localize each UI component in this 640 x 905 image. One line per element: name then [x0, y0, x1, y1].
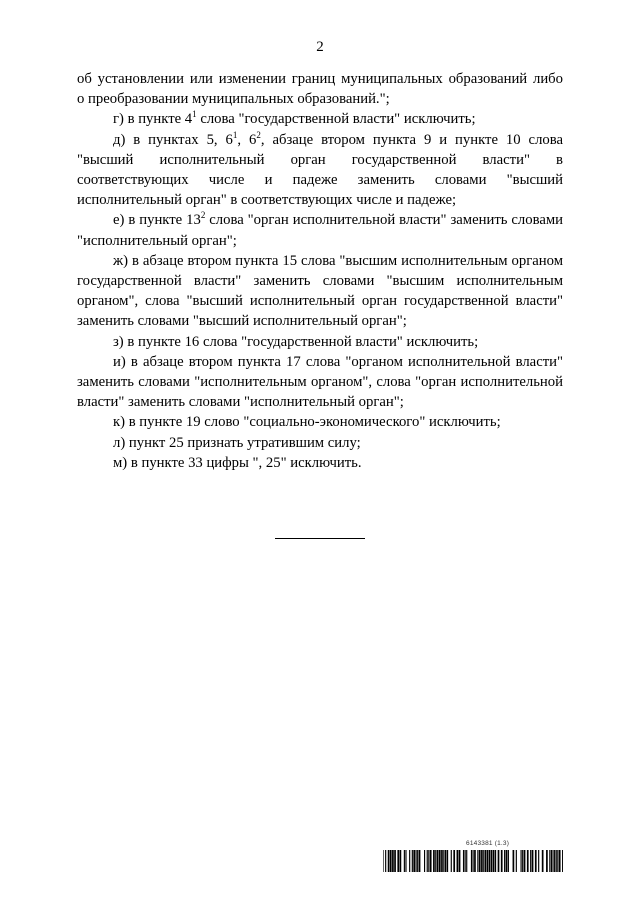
paragraph-g	[77, 109, 563, 129]
paragraph-z	[77, 332, 563, 352]
paragraph-text: л) пункт 25 признать утратившим силу;	[113, 434, 361, 451]
paragraph-zh	[77, 251, 563, 332]
superscript: 2	[200, 210, 206, 221]
document-code: 6143381 (1.3)	[466, 840, 510, 847]
paragraph-text: е) в пункте 13	[113, 212, 201, 229]
paragraph-text: г) в пункте 4	[113, 111, 193, 128]
paragraph-e	[77, 210, 563, 250]
paragraph-d	[77, 130, 563, 211]
page-number: 2	[316, 39, 324, 55]
document-body	[77, 69, 563, 473]
paragraph-p0	[77, 69, 563, 89]
superscript: 2	[256, 129, 261, 140]
paragraph-m	[77, 453, 563, 473]
paragraph-k	[77, 412, 563, 432]
paragraph-text: з) в пункте 16 слова "государственной власти" исключить;	[113, 333, 479, 350]
barcode-image	[383, 850, 563, 872]
paragraph-text: и) в абзаце втором пункта 17 слова "органом исполнительной власти" заменить словами "исполнительным органом", слова "орган исполнительной власти" заменить словами "исполнительный орган";	[77, 353, 563, 411]
paragraph-text: слова "государственной власти" исключить;	[196, 111, 476, 128]
superscript: 1	[192, 109, 197, 120]
end-divider	[275, 538, 365, 539]
paragraph-text: , абзаце втором пункта 9 и пункте 10 слова "высший исполнительный орган государственной власти" в соответствующих числе и падеже заменить словами "высший исполнительный орган" в соответствующих числе и падеже;	[77, 131, 564, 209]
paragraph-i	[77, 352, 563, 413]
paragraph-text: к) в пункте 19 слово "социально-экономического" исключить;	[113, 414, 501, 431]
paragraph-text: , 6	[237, 131, 257, 148]
paragraph-p0b	[77, 89, 563, 109]
paragraph-l	[77, 433, 563, 453]
paragraph-text: слова "орган исполнительной власти" заменить словами "исполнительный орган";	[77, 212, 563, 249]
superscript: 1	[232, 129, 238, 140]
paragraph-text: д) в пунктах 5, 6	[113, 131, 233, 148]
paragraph-text: об установлении или изменении границ муниципальных образований либо	[77, 71, 563, 87]
paragraph-text: м) в пункте 33 цифры ", 25" исключить.	[113, 454, 362, 471]
paragraph-text: о преобразовании муниципальных образований.";	[77, 91, 390, 108]
paragraph-text: ж) в абзаце втором пункта 15 слова "высшим исполнительным органом государственной власти" заменить словами "высшим исполнительным органом", слова "высший исполнительный орган государственной власти" заменить словами "высший исполнительный орган";	[77, 252, 563, 330]
